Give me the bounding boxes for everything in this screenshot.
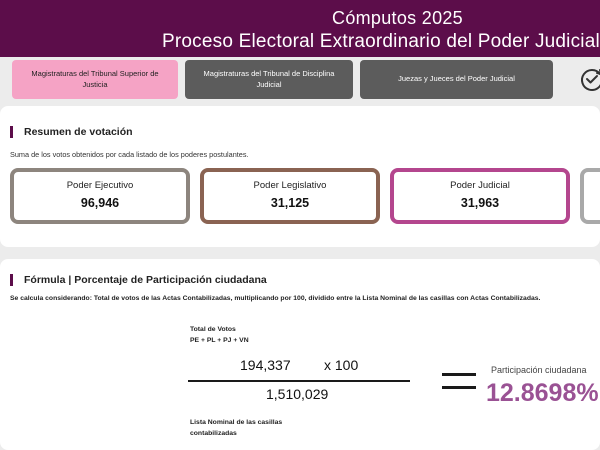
tab-tribunal-superior[interactable] [12, 60, 178, 99]
header-subtitle: Proceso Electoral Extraordinario del Poder Judicial [162, 31, 600, 52]
vote-box-value: 96,946 [80, 196, 120, 210]
participation-formula-card [0, 259, 600, 450]
app-header [0, 0, 600, 57]
summary-description: Suma de los votos obtenidos por cada listado de los poderes postulantes. [10, 150, 249, 159]
header-title: Cómputos 2025 [332, 8, 463, 28]
vote-box-label: Poder Legislativo [253, 180, 327, 191]
vote-box-value: 31,125 [270, 196, 310, 210]
refresh-check-icon[interactable] [578, 65, 600, 93]
summary-title: Resumen de votación [10, 126, 133, 138]
tab-label: Magistraturas del Tribunal de Disciplina Judicial [203, 68, 335, 89]
vote-box-label: Poder Judicial [450, 180, 510, 191]
tab-label: Juezas y Jueces del Poder Judicial [398, 74, 515, 84]
tab-tribunal-disciplina[interactable] [185, 60, 353, 99]
formula-title: Fórmula | Porcentaje de Participación ciudadana [10, 274, 267, 286]
denominator-value: 1,510,029 [266, 386, 329, 402]
vote-box-ejecutivo [10, 168, 190, 224]
denominator-label: Lista Nominal de las casillas contabilizadas [190, 419, 283, 437]
vote-box-value: 31,963 [460, 196, 500, 210]
equals-icon [442, 371, 476, 393]
vote-box-partial [580, 168, 600, 224]
vote-box-judicial [390, 168, 570, 224]
multiplier: x 100 [324, 357, 359, 373]
numerator-label: Total de Votos [190, 326, 236, 333]
vote-box-label: Poder Ejecutivo [66, 180, 134, 191]
result-label: Participación ciudadana [491, 365, 587, 375]
tab-juezas-jueces[interactable] [360, 60, 553, 99]
fraction-line [188, 380, 410, 382]
result-value: 12.8698% [486, 379, 599, 407]
numerator-formula: PE + PL + PJ + VN [190, 336, 249, 344]
formula-description: Se calcula considerando: Total de votos de las Actas Contabilizadas, multiplicando por 100, dividido entre la Lista Nominal de las casillas con Actas Contabilizadas. [10, 295, 541, 302]
tab-bar [0, 57, 600, 103]
vote-box-legislativo [200, 168, 380, 224]
numerator-caption [190, 325, 249, 346]
numerator-value: 194,337 [240, 357, 291, 373]
tab-label: Magistraturas del Tribunal Superior de Justicia [31, 68, 159, 89]
vote-summary-card [0, 106, 600, 247]
